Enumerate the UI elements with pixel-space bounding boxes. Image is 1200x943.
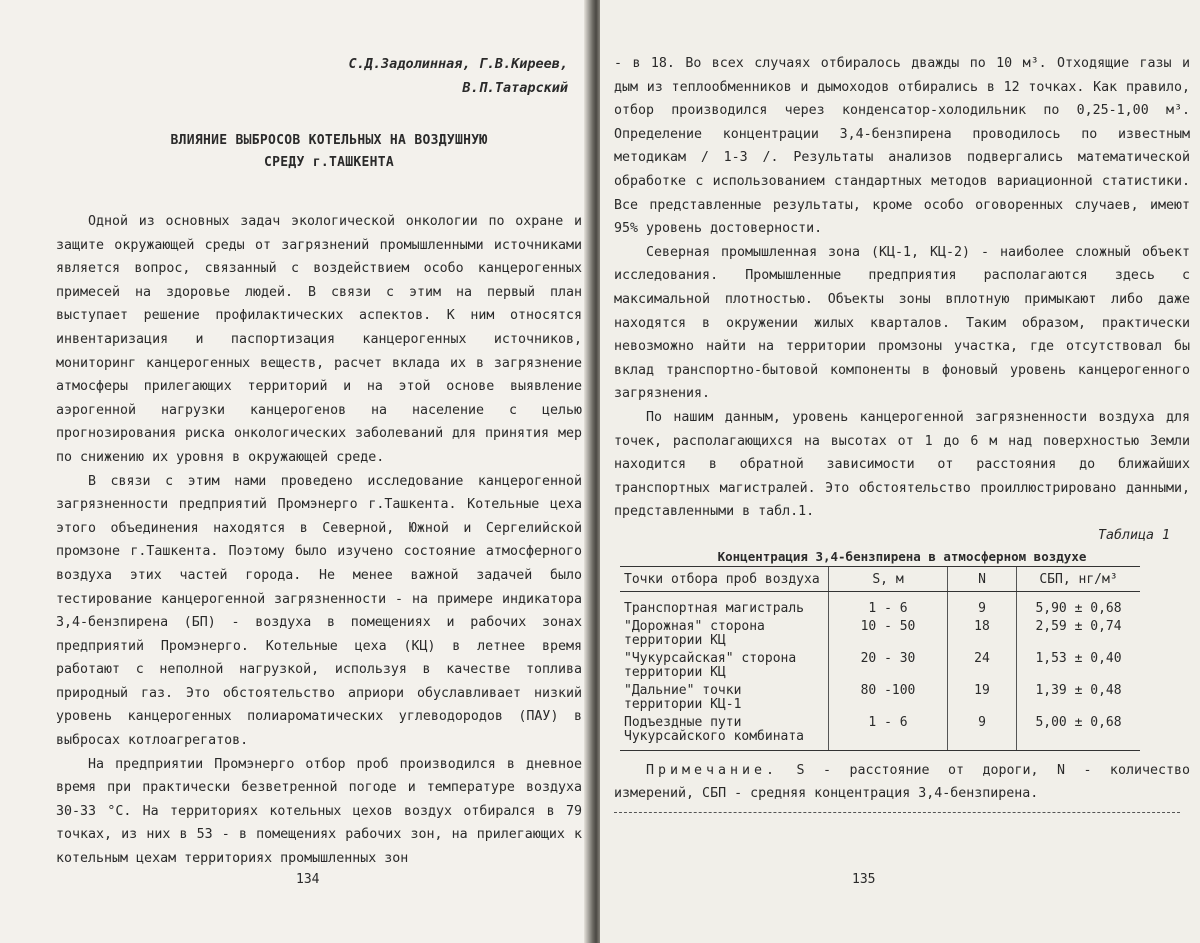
cell-n: 19	[948, 682, 1017, 714]
note-text: S - расстояние от дороги, N - количество измерений, СБП - средняя концентрация 3,4-бензпирена.	[614, 762, 1190, 802]
cell-point: Транспортная магистраль	[624, 600, 805, 616]
cell-n: 9	[948, 714, 1017, 751]
note-label: Примечание.	[646, 762, 779, 778]
cell-cbp: 1,39 ± 0,48	[1017, 682, 1141, 714]
table-row	[620, 650, 1140, 682]
header-points: Точки отбора проб воздуха	[620, 566, 829, 591]
paragraph: Одной из основных задач экологической онкологии по охране и защите окружающей среды от загрязнений промышленными источниками является вопрос, связанный с воздействием особо канцерогенных примесей на здоровье людей. В связи с этим на первый план выступает решение профилактических аспектов. К ним относятся инвентаризация и паспортизация канцерогенных источников, мониторинг канцерогенных веществ, расчет вклада их в загрязнение атмосферы прилегающих территорий и на этой основе выявление аэрогенной нагрузки канцерогенов на население с целью прогнозирования риска онкологических заболеваний для принятия мер по снижению их уровня в окружающей среде.	[56, 214, 582, 465]
left-body	[56, 210, 582, 871]
left-page	[0, 0, 592, 943]
cell-cbp: 2,59 ± 0,74	[1017, 618, 1141, 650]
cell-n: 18	[948, 618, 1017, 650]
footnote-rule	[614, 812, 1180, 813]
header-cbp: СБП, нг/м³	[1017, 566, 1141, 591]
cell-cbp: 5,00 ± 0,68	[1017, 714, 1141, 751]
cell-point: Подъездные пути Чукурсайского комбината	[620, 714, 829, 751]
table-header-row	[620, 566, 1140, 591]
authors-line-2: В.П.Татарский	[462, 80, 568, 96]
table-title: Концентрация 3,4-бензпирена в атмосферном воздухе	[717, 548, 1087, 564]
header-s: S, м	[829, 566, 948, 591]
paragraph: По нашим данным, уровень канцерогенной загрязненности воздуха для точек, располагающихся на высотах от 1 до 6 м над поверхностью Земли находится в обратной зависимости от расстояния до ближайших транспортных магистралей. Это обстоятельство проиллюстрировано данными, представленными в табл.1.	[614, 409, 1190, 520]
table-row	[620, 618, 1140, 650]
page-number: 135	[852, 872, 876, 887]
table-row	[620, 591, 1140, 618]
cell-point: "Дорожная" сторона территории КЦ	[624, 618, 765, 648]
table-row	[620, 714, 1140, 751]
cell-cbp: 5,90 ± 0,68	[1017, 591, 1141, 618]
title-line-1: ВЛИЯНИЕ ВЫБРОСОВ КОТЕЛЬНЫХ НА ВОЗДУШНУЮ	[170, 133, 488, 148]
cell-s: 1 - 6	[829, 714, 948, 751]
article-title	[76, 130, 582, 174]
cell-point: "Дальние" точки территории КЦ-1	[624, 682, 742, 712]
paragraph: На предприятии Промэнерго отбор проб производился в дневное время при практически безветренной погоде и температуре воздуха 30-33 °С. На территориях котельных цехов воздух отбирался в 79 точках, из них в 53 - в помещениях рабочих зон, на прилегающих к котельным цехам территориях промышленных зон	[56, 756, 582, 867]
cell-s: 10 - 50	[829, 618, 948, 650]
cell-n: 24	[948, 650, 1017, 682]
cell-s: 1 - 6	[829, 591, 948, 618]
table-note	[614, 759, 1190, 806]
cell-cbp: 1,53 ± 0,40	[1017, 650, 1141, 682]
title-line-2: СРЕДУ г.ТАШКЕНТА	[263, 155, 395, 170]
authors-line-1: С.Д.Задолинная, Г.В.Киреев,	[348, 56, 568, 72]
cell-n: 9	[948, 591, 1017, 618]
cell-s: 80 -100	[829, 682, 948, 714]
paragraph: Северная промышленная зона (КЦ-1, КЦ-2) - наиболее сложный объект исследования. Промышленные предприятия располагаются здесь с максимальной плотностью. Объекты зоны вплотную примыкают либо даже находятся в окружении жилых кварталов. Таким образом, практически невозможно найти на территории промзоны участка, где отсутствовал бы вклад транспортно-бытовой компоненты в фоновый уровень канцерогенного загрязнения.	[614, 244, 1190, 402]
table-label: Таблица 1	[1097, 527, 1170, 543]
cell-point: "Чукурсайская" сторона территории КЦ	[624, 650, 797, 680]
paragraph: - в 18. Во всех случаях отбиралось дважды по 10 м³. Отходящие газы и дым из теплообменников и дымоходов отбирались в 12 точках. Как правило, отбор производился через конденсатор-холодильник по 0,25-1,00 м³. Определение концентрации 3,4-бензпирена проводилось по известным методикам / 1-3 /. Результаты анализов подвергались математической обработке с использованием стандартных методов вариационной статистики. Все представленные результаты, кроме особо оговоренных случаев, имеют 95% уровень достоверности.	[614, 56, 1190, 237]
table-row	[620, 682, 1140, 714]
data-table	[620, 566, 1140, 751]
authors	[56, 52, 568, 100]
paragraph: В связи с этим нами проведено исследование канцерогенной загрязненности предприятий Промэнерго г.Ташкента. Котельные цеха этого объединения находятся в Северной, Южной и Сергелийской промзоне г.Ташкента. Поэтому было изучено состояние атмосферного воздуха этих частей города. Не менее важной задачей было тестирование канцерогенной загрязненности - на примере индикатора 3,4-бензпирена (БП) - воздуха в помещениях и рабочих зонах предприятий Промэнерго. Котельные цеха (КЦ) в летнее время работают с неполной нагрузкой, используя в качестве топлива природный газ. Это обстоятельство априори обуславливает низкий уровень канцерогенных полиароматических углеводородов (ПАУ) в выбросах котлоагрегатов.	[56, 473, 582, 749]
right-body	[614, 52, 1190, 524]
page-number: 134	[296, 872, 320, 887]
header-n: N	[948, 566, 1017, 591]
right-page	[600, 0, 1200, 943]
cell-s: 20 - 30	[829, 650, 948, 682]
